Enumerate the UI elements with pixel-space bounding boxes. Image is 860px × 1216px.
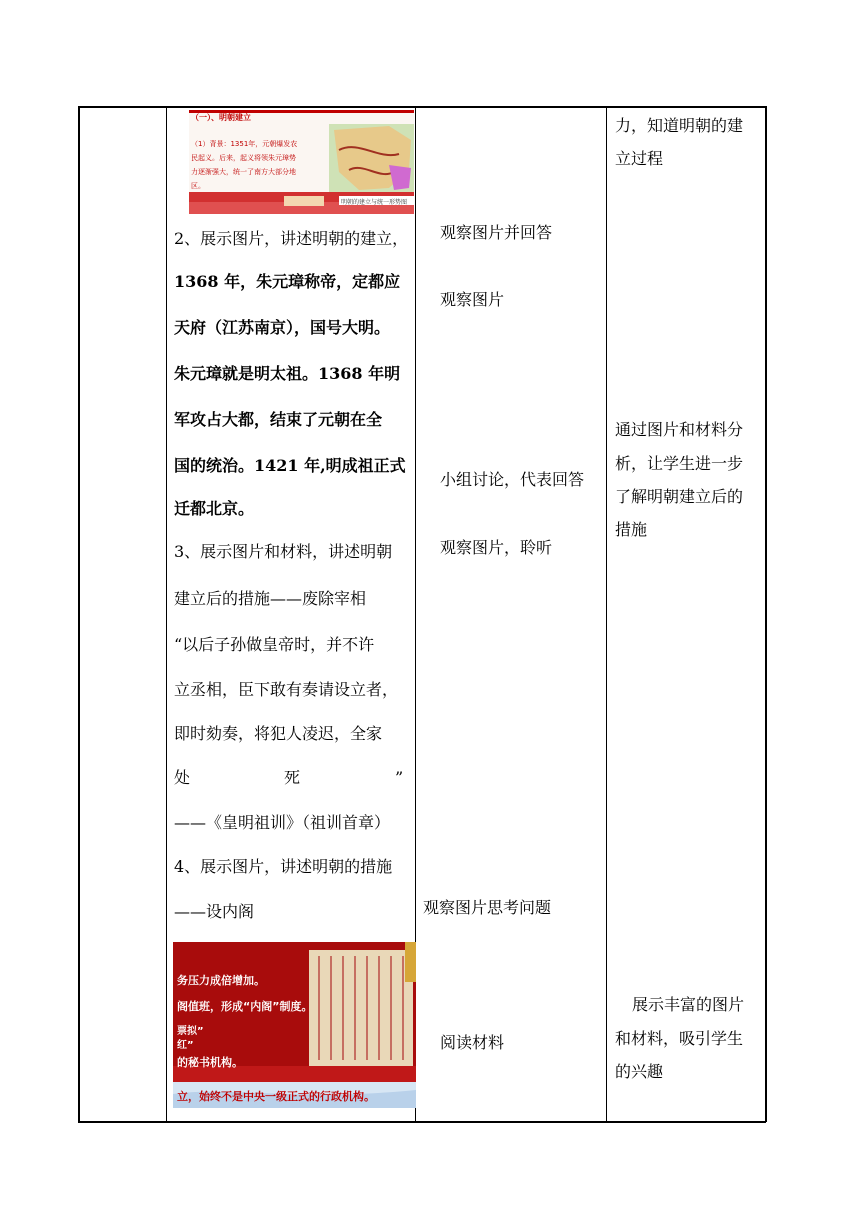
intent-3-line-3: 的兴趣 [615, 1062, 664, 1081]
ming-founding-slide-image [189, 110, 414, 214]
table-right-border [765, 106, 767, 1122]
intent-2-line-3: 了解明朝建立后的 [615, 487, 744, 506]
student-activity-5: 观察图片思考问题 [423, 898, 552, 917]
step3-quote-4a: 处 [174, 768, 191, 787]
intent-2-line-1: 通过图片和材料分 [615, 420, 744, 439]
secretariat-document-illustration [173, 942, 416, 1108]
step3-quote-3: 即时劾奏，将犯人凌迟，全家 [174, 724, 383, 743]
intent-1-line-2: 立过程 [615, 149, 664, 168]
step3-quote-1: “以后子孙做皇帝时，并不许 [174, 635, 375, 654]
step2-line-3: 天府（江苏南京），国号大明。 [174, 318, 391, 337]
slide2-bottom-line: 立，始终不是中央一级正式的行政机构。 [177, 1090, 375, 1103]
grand-secretariat-slide-image [173, 942, 416, 1108]
step2-line-2: 1368 年，朱元璋称帝，定都应 [174, 272, 401, 291]
step2-line-1: 2、展示图片，讲述明朝的建立， [174, 229, 409, 248]
student-activity-3: 小组讨论，代表回答 [440, 470, 585, 489]
slide2-line-3: 票拟” [177, 1026, 204, 1037]
intent-2-line-2: 析，让学生进一步 [615, 454, 744, 473]
student-activity-4: 观察图片，聆听 [440, 538, 553, 557]
step3-quote-4b: 死 [284, 768, 301, 787]
step3-line-1: 3、展示图片和材料，讲述明朝 [174, 542, 393, 561]
intent-3-line-1: 展示丰富的图片 [632, 995, 745, 1014]
step2-line-4: 朱元璋就是明太祖。1368 年明 [174, 364, 401, 383]
slide1-heading: （一）、明朝建立 [191, 113, 251, 122]
table-top-border [78, 106, 766, 108]
intent-2-line-4: 措施 [615, 520, 648, 539]
col-divider-3 [606, 106, 607, 1122]
slide1-line-3: 力逐渐强大，统一了南方大部分地 [191, 168, 296, 176]
step3-quote-4c: ” [395, 768, 404, 787]
table-bottom-border [78, 1121, 766, 1123]
student-activity-2: 观察图片 [440, 290, 505, 309]
slide2-line-1: 务压力成倍增加。 [177, 974, 265, 987]
student-activity-6: 阅读材料 [440, 1033, 505, 1052]
slide1-line-2: 民起义。后来，起义将领朱元璋势 [191, 154, 296, 162]
intent-3-line-2: 和材料，吸引学生 [615, 1029, 744, 1048]
slide2-line-2: 阁值班，形成“内阁”制度。 [177, 1000, 313, 1013]
step3-source: ——《皇明祖训》（祖训首章） [174, 813, 391, 832]
step2-line-5: 军攻占大都，结束了元朝在全 [174, 410, 383, 429]
intent-1-line-1: 力，知道明朝的建 [615, 116, 744, 135]
col-divider-1 [166, 106, 167, 1122]
step2-line-7: 迁都北京。 [174, 499, 255, 518]
step4-line-1: 4、展示图片，讲述明朝的措施 [174, 857, 393, 876]
step2-line-6: 国的统治。1421 年,明成祖正式 [174, 456, 406, 475]
slide2-line-5: 的秘书机构。 [177, 1056, 243, 1069]
slide1-line-4: 区。 [191, 182, 205, 190]
slide1-line-1: （1）背景：1351年，元朝爆发农 [191, 140, 298, 148]
slide1-map-caption: 明朝的建立与统一形势图 [341, 199, 408, 206]
table-left-border [78, 106, 80, 1122]
slide2-line-4: 红” [177, 1040, 194, 1051]
step3-quote-2: 立丞相，臣下敢有奏请设立者， [174, 680, 399, 699]
step3-line-2: 建立后的措施——废除宰相 [174, 589, 367, 608]
student-activity-1: 观察图片并回答 [440, 223, 553, 242]
step4-line-2: ——设内阁 [174, 902, 255, 921]
